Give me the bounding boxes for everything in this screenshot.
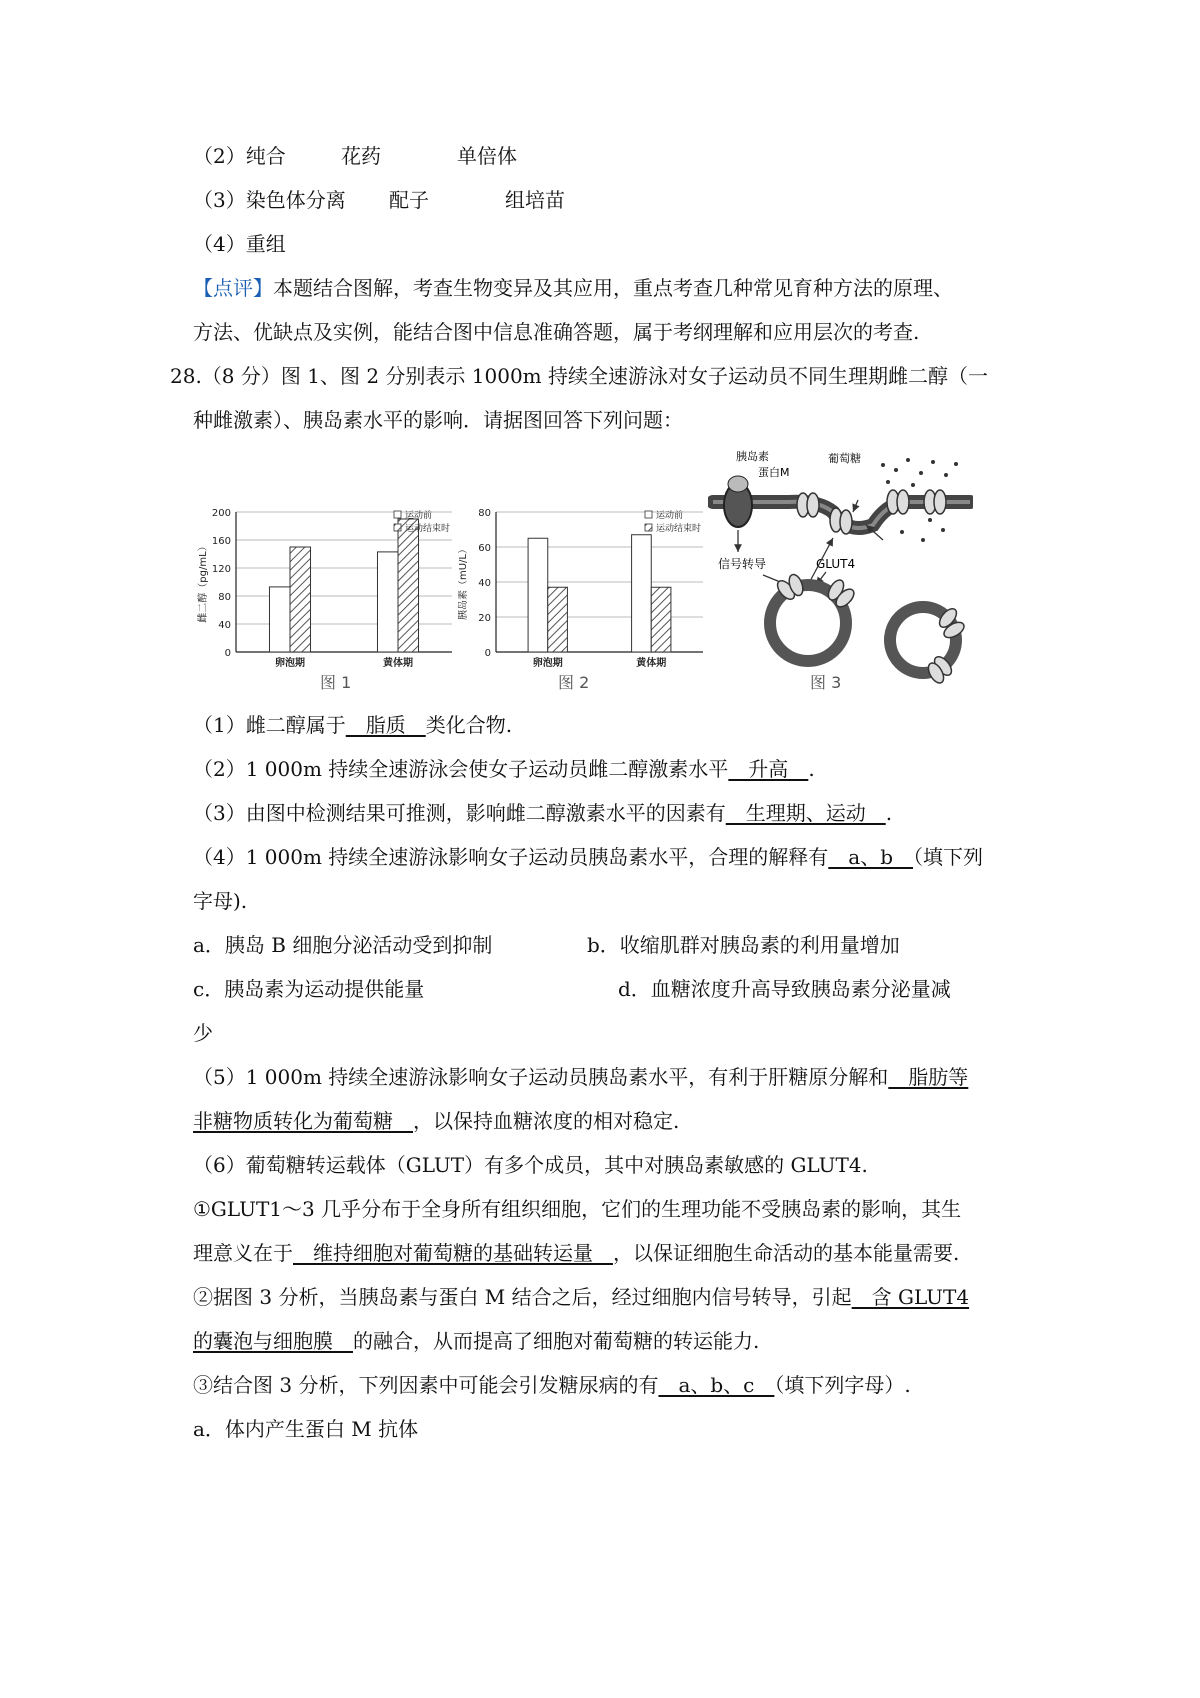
bar-before-exercise [528,538,548,652]
legend-swatch [394,511,401,518]
legend-label: 运动前 [656,511,684,521]
bar-before-exercise [632,535,652,652]
circle-3 [193,1373,911,1397]
legend-swatch [645,524,652,531]
legend-label: 运动结束时 [656,524,702,534]
sub-6: （6）葡萄糖转运载体（GLUT）有多个成员，其中对胰岛素敏感的 GLUT4. [193,1153,868,1177]
option-a: a．胰岛 B 细胞分泌活动受到抑制 [193,933,493,957]
circle-1-post: ，以保证细胞生命活动的基本能量需要. [613,1241,960,1265]
option-d: d．血糖浓度升高导致胰岛素分泌量减 [618,977,951,1001]
sub-4-answer: a、b [828,845,914,869]
sub-4 [193,845,983,869]
label-signal: 信号转导 [718,557,767,571]
y-tick-label: 0 [224,648,231,659]
review [193,276,953,300]
sub-5-answer-1: 脂肪等 [888,1065,969,1089]
circle-1-line2 [193,1241,959,1265]
answer-4: （4）重组 [193,232,286,256]
label-glucose: 葡萄糖 [828,452,861,465]
sub-5 [193,1065,968,1089]
bar-before-exercise [377,552,398,652]
figure-3-caption: 图 3 [810,673,842,692]
circle-2-answer-2: 的囊泡与细胞膜 [193,1329,353,1353]
sub-4-post: （填下列 [913,845,984,869]
sub-5-line2 [193,1109,679,1133]
circle-2-line1 [193,1285,969,1309]
x-tick-label: 卵泡期 [532,658,563,669]
y-tick-label: 120 [211,564,231,575]
y-tick-label: 60 [478,543,491,554]
sub-3 [193,801,892,825]
figure-2-plot [458,508,703,669]
figure-1-chart [190,500,460,700]
y-tick-label: 200 [211,508,231,519]
question-28-line2: 种雌激素）、胰岛素水平的影响．请据图回答下列问题： [193,408,683,432]
circle-2-line2 [193,1329,759,1353]
y-tick-label: 40 [478,578,491,589]
sub-5-pre: （5）1 000m 持续全速游泳影响女子运动员胰岛素水平，有利于肝糖原分解和 [193,1065,889,1089]
sub-3-post: . [885,801,893,825]
sub-3-pre: （3）由图中检测结果可推测，影响雌二醇激素水平的因素有 [193,801,726,825]
sub-2-pre: （2）1 000m 持续全速游泳会使女子运动员雌二醇激素水平 [193,757,729,781]
figure-1-caption: 图 1 [320,673,352,692]
legend-label: 运动结束时 [405,524,451,534]
bar-after-exercise [398,519,419,652]
circle-1-line1: ①GLUT1～3 几乎分布于全身所有组织细胞，它们的生理功能不受胰岛素的影响，其生 [193,1197,962,1221]
sub-2-post: . [808,757,815,781]
answer-2-prefix: （2）纯合 [193,144,286,168]
circle-2-pre: ②据图 3 分析，当胰岛素与蛋白 M 结合之后，经过细胞内信号转导，引起 [193,1285,852,1309]
figure-2-chart [458,500,708,700]
legend-label: 运动前 [405,511,433,521]
y-tick-label: 20 [478,613,491,624]
figure-1-plot [196,508,452,669]
answer-3 [193,188,565,212]
circle-2-answer-1: 含 GLUT4 [851,1285,970,1309]
option-b: b．收缩肌群对胰岛素的利用量增加 [587,933,900,957]
x-tick-label: 黄体期 [636,658,667,669]
circle-1-pre: 理意义在于 [193,1241,293,1265]
circle-1-answer: 维持细胞对葡萄糖的基础转运量 [293,1241,613,1265]
sub-1 [193,713,512,737]
y-axis-label: 胰岛素（mU/L） [458,543,469,621]
label-glut4: GLUT4 [816,557,856,571]
sub-2 [193,757,815,781]
legend-swatch [645,511,652,518]
sub-2-answer: 升高 [728,757,809,781]
sub-1-post: 类化合物. [425,713,513,737]
circle-3-option-a: a．体内产生蛋白 M 抗体 [193,1417,419,1441]
bar-after-exercise [651,587,671,652]
option-d-line2: 少 [193,1021,213,1045]
answer-3-col2: 组培苗 [505,188,565,212]
answer-2 [193,144,517,168]
x-tick-label: 黄体期 [383,658,413,669]
answer-2-col2: 单倍体 [457,144,517,168]
review-line2: 方法、优缺点及实例，能结合图中信息准确答题，属于考纲理解和应用层次的考查. [193,320,920,344]
bar-after-exercise [548,587,568,652]
circle-3-pre: ③结合图 3 分析，下列因素中可能会引发糖尿病的有 [193,1373,659,1397]
answer-3-col1: 配子 [389,188,429,212]
bar-after-exercise [290,547,311,652]
review-text: 本题结合图解，考查生物变异及其应用，重点考查几种常见育种方法的原理、 [273,276,953,300]
y-tick-label: 80 [478,508,491,519]
circle-2-post: 的融合，从而提高了细胞对葡萄糖的转运能力. [353,1329,760,1353]
figure-2-caption: 图 2 [558,673,590,692]
y-tick-label: 0 [484,648,491,659]
circle-3-post: （填下列字母）. [774,1373,911,1397]
bar-before-exercise [269,587,290,652]
review-label: 【点评】 [193,276,273,300]
sub-1-answer: 脂质 [345,713,426,737]
answer-3-prefix: （3）染色体分离 [193,188,346,212]
option-c: c．胰岛素为运动提供能量 [193,977,425,1001]
y-axis-label: 雌二醇（pg/mL） [198,541,209,623]
sub-5-post: ，以保持血糖浓度的相对稳定. [413,1109,680,1133]
figure-3-diagram [708,440,973,695]
sub-4-pre: （4）1 000m 持续全速游泳影响女子运动员胰岛素水平，合理的解释有 [193,845,829,869]
y-tick-label: 80 [218,592,231,603]
x-tick-label: 卵泡期 [275,658,305,669]
label-insulin: 胰岛素 [736,450,769,463]
sub-3-answer: 生理期、运动 [725,801,886,825]
question-28-line1: 28.（8 分）图 1、图 2 分别表示 1000m 持续全速游泳对女子运动员不同生理期雌二醇（一 [170,364,988,388]
y-tick-label: 40 [218,620,231,631]
circle-3-answer: a、b、c [658,1373,775,1397]
label-protein-m: 蛋白M [758,466,790,479]
legend-swatch [394,524,401,531]
answer-2-col1: 花药 [341,144,381,168]
y-tick-label: 160 [211,536,231,547]
sub-4-line2: 字母). [193,889,248,913]
insulin-molecule [728,476,748,492]
sub-1-pre: （1）雌二醇属于 [193,713,346,737]
sub-5-answer-2: 非糖物质转化为葡萄糖 [193,1109,413,1133]
